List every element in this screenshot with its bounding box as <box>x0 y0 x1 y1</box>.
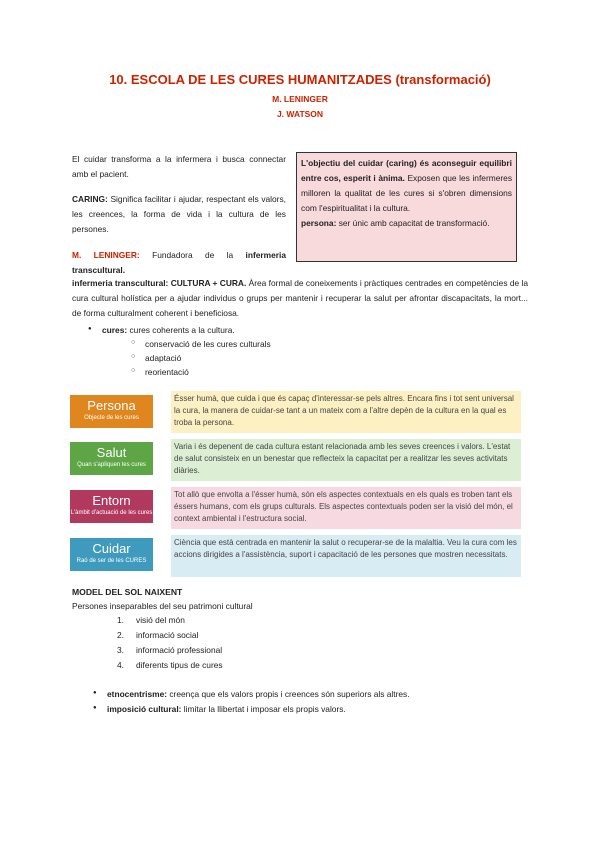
term-text: limitar la llibertat i imposar els propis valors. <box>181 704 346 714</box>
term-label: imposició cultural: <box>107 704 182 714</box>
author-watson: J. WATSON <box>276 109 324 119</box>
leninger-label: M. LENINGER: <box>72 250 140 260</box>
entorn-subtitle: L'àmbit d'actuació de les cures <box>70 510 153 516</box>
model-number: 3. <box>117 645 124 655</box>
model-item: informació social <box>136 630 199 640</box>
persona-card <box>70 395 153 428</box>
model-number: 4. <box>117 660 124 670</box>
persona-title: Persona <box>87 398 136 413</box>
persona-subtitle: Objecte de les cures <box>84 415 139 421</box>
cures-text: cures coherents a la cultura. <box>127 325 235 335</box>
persona-description: Ésser humà, que cuida i que és capaç d'interessar-se pels altres. Encara fins i tot sent universal la cura, la manera de cuidar-se tant a un mateix com a l'altre depèn de la cultura en la qual es troba la persona. <box>171 391 521 433</box>
intro-paragraph: El cuidar transforma a la infermera i busca connectar amb el pacient. <box>72 154 286 179</box>
cuidar-title: Cuidar <box>92 541 131 556</box>
caring-text: Significa facilitar i ajudar, respectant els valors, les creences, la forma de vida i la cultura de les persones. <box>72 194 286 234</box>
term-label: etnocentrisme: <box>107 689 168 699</box>
cures-bullet <box>102 325 235 335</box>
term-etnocentrisme <box>107 689 410 699</box>
leninger-bold: infermeria transcultural. <box>72 250 286 275</box>
cures-label: cures: <box>102 325 128 335</box>
salut-title: Salut <box>96 445 127 460</box>
caring-paragraph <box>72 192 286 237</box>
cuidar-subtitle: Raó de ser de les CURES <box>76 558 147 564</box>
cures-item: ○ adaptació <box>145 353 181 363</box>
model-item: diferents tipus de cures <box>136 660 223 670</box>
transcultural-formula: CULTURA + CURA. <box>168 278 247 288</box>
page-title: 10. ESCOLA DE LES CURES HUMANITZADES (transformació) <box>109 72 491 87</box>
term-imposicio <box>107 704 346 714</box>
box-bold: L'objectiu del cuidar (caring) és aconseguir equilibri entre cos, esperit i ànima. <box>301 158 512 183</box>
entorn-title: Entorn <box>92 493 131 508</box>
transcultural-label: infermeria transcultural: <box>72 278 169 288</box>
box-text: Exposen que les infermeres milloren la qualitat de les cures si s'obren dimensions com l'espiritualitat i la cultura. <box>301 173 513 213</box>
box-persona-label: persona: <box>301 218 337 228</box>
model-number: 1. <box>117 615 124 625</box>
entorn-card <box>70 490 153 523</box>
transcultural-paragraph <box>72 276 528 321</box>
salut-description: Varia i és depenent de cada cultura estant relacionada amb les seves creences i valors. L'estat de salut consisteix en un benestar que reflecteix la capacitat per a realitzar les seves activitats diàries. <box>171 439 521 481</box>
caring-label: CARING: <box>72 194 108 204</box>
leninger-paragraph <box>72 248 286 278</box>
author-leninger: M. LENINGER <box>272 94 328 104</box>
objective-box <box>296 152 517 262</box>
entorn-description: Tot allò que envolta a l'ésser humà, són els aspectes contextuals en els quals es troben tant els éssers humans, com els grups culturals. Els aspectes contextuals poden ser la visió del món, el context ambiental i l'estructura social. <box>171 487 521 529</box>
leninger-text: Fundadora de la <box>139 250 246 260</box>
model-item: visió del món <box>136 615 185 625</box>
model-title: MODEL DEL SOL NAIXENT <box>72 587 183 597</box>
transcultural-text: Àrea formal de coneixements i pràctiques centrades en competències de la cura cultural holística per a ajudar individus o grups per mantenir i recuperar la salut per afrontar discapacitats, la mort... de forma culturalment coherent i beneficiosa. <box>72 278 529 318</box>
salut-subtitle: Quan s'apliquen les cures <box>77 462 146 468</box>
model-subtitle: Persones inseparables del seu patrimoni cultural <box>72 601 253 611</box>
model-number: 2. <box>117 630 124 640</box>
model-item: informació professional <box>136 645 223 655</box>
cures-item: ○ reorientació <box>145 367 189 377</box>
cuidar-card <box>70 538 153 571</box>
cuidar-description: Ciència que està centrada en mantenir la salut o recuperar-se de la malaltia. Veu la cura com les accions dirigides a l'assistència, suport i capacitació de les persones que mostren necessitats. <box>171 535 521 577</box>
cures-item: ○ conservació de les cures culturals <box>145 339 271 349</box>
box-persona-text: ser únic amb capacitat de transformació. <box>336 218 490 228</box>
salut-card <box>70 442 153 475</box>
term-text: creença que els valors propis i creences són superiors als altres. <box>167 689 410 699</box>
